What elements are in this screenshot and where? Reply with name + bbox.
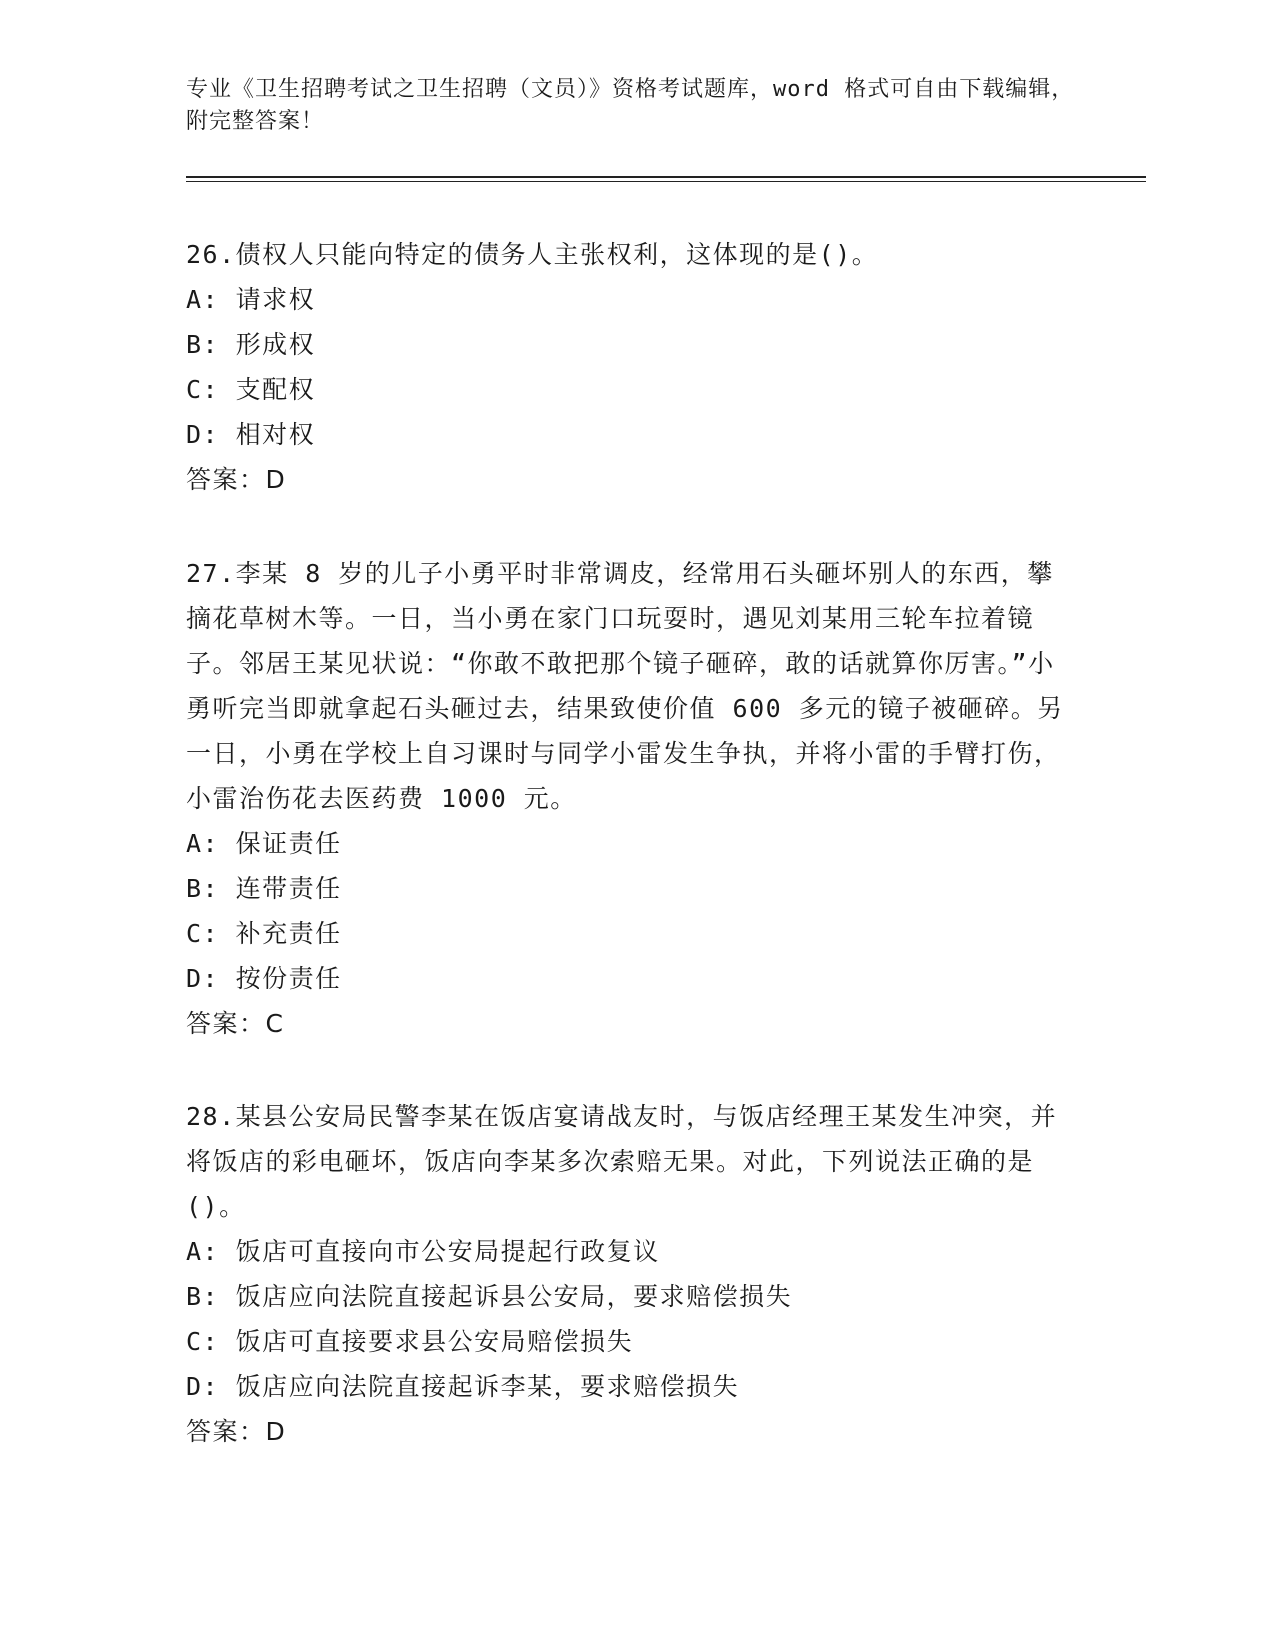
option-a: A: 请求权 <box>186 285 316 314</box>
question-stem: 28.某县公安局民警李某在饭店宴请战友时，与饭店经理王某发生冲突，并将饭店的彩电砸坏，饭店向李某多次索赔无果。对此，下列说法正确的是()。 <box>186 1102 1058 1221</box>
question-stem: 27.李某 8 岁的儿子小勇平时非常调皮，经常用石头砸坏别人的东西，攀摘花草树木等。一日，当小勇在家门口玩耍时，遇见刘某用三轮车拉着镜子。邻居王某见状说：“你敢不敢把那个镜子砸碎，敢的话就算你厉害。”小勇听完当即就拿起石头砸过去，结果致使价值 600 多元的镜子被砸碎。另一日，小勇在学校上自习课时与同学小雷发生争执，并将小雷的手臂打伤，小雷治伤花去医药费 1000 元。 <box>186 559 1064 813</box>
question-26 <box>186 232 1066 502</box>
option-c: C: 饭店可直接要求县公安局赔偿损失 <box>186 1327 634 1356</box>
answer-line: 答案：C <box>186 1009 285 1038</box>
option-d: D: 按份责任 <box>186 964 342 993</box>
option-c: C: 支配权 <box>186 375 316 404</box>
question-28 <box>186 1094 1066 1454</box>
question-27 <box>186 551 1066 1046</box>
document-header: 专业《卫生招聘考试之卫生招聘（文员）》资格考试题库，word 格式可自由下载编辑，附完整答案！ <box>186 77 1075 134</box>
option-list <box>186 277 1066 457</box>
option-b: B: 饭店应向法院直接起诉县公安局，要求赔偿损失 <box>186 1282 793 1311</box>
option-list <box>186 821 1066 1001</box>
option-c: C: 补充责任 <box>186 919 342 948</box>
header-divider <box>186 176 1146 182</box>
option-d: D: 饭店应向法院直接起诉李某，要求赔偿损失 <box>186 1372 740 1401</box>
option-d: D: 相对权 <box>186 420 316 449</box>
option-b: B: 形成权 <box>186 330 316 359</box>
option-a: A: 饭店可直接向市公安局提起行政复议 <box>186 1237 660 1266</box>
answer-line: 答案：D <box>186 465 287 494</box>
option-b: B: 连带责任 <box>186 874 342 903</box>
question-stem: 26.债权人只能向特定的债务人主张权利，这体现的是()。 <box>186 240 879 269</box>
option-a: A: 保证责任 <box>186 829 342 858</box>
option-list <box>186 1229 1066 1409</box>
answer-line: 答案：D <box>186 1417 287 1446</box>
